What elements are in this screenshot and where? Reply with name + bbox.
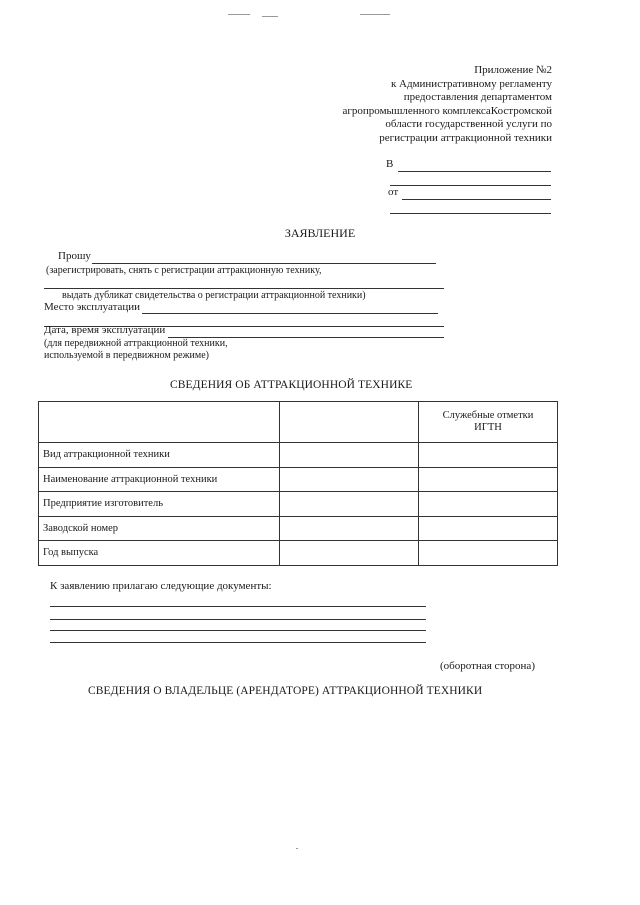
scan-artifact [360,14,390,15]
row-label: Год выпуска [39,541,280,566]
row-label: Заводской номер [39,516,280,541]
request-hint: (зарегистрировать, снять с регистрации аттракционную технику, [46,265,322,276]
place-field-line[interactable] [142,313,438,314]
scan-artifact [228,14,250,15]
attachment-line[interactable] [50,642,426,643]
header-line: Приложение №2 [474,64,552,76]
service-cell[interactable] [419,541,558,566]
value-cell[interactable] [280,443,419,468]
table-cell [280,402,419,443]
header-line: агропромышленного комплексаКостромской [342,104,552,117]
section-heading-owner: СВЕДЕНИЯ О ВЛАДЕЛЬЦЕ (АРЕНДАТОРЕ) АТТРАКЦИОННОЙ ТЕХНИКИ [88,685,483,697]
appendix-header [343,64,552,145]
from-field-line[interactable] [402,199,551,200]
table-row [39,492,558,517]
datetime-hint-2: используемой в передвижном режиме) [44,350,209,361]
request-field-line-2[interactable] [44,288,444,289]
to-field-line[interactable] [398,171,551,172]
from-label: от [388,186,399,198]
header-line: к Административному регламенту [390,77,552,90]
service-cell[interactable] [419,467,558,492]
service-cell[interactable] [419,492,558,517]
row-label: Предприятие изготовитель [39,492,280,517]
service-cell[interactable] [419,516,558,541]
to-field-line-2[interactable] [390,185,551,186]
datetime-hint-1: (для передвижной аттракционной техники, [44,338,228,349]
table-row [39,443,558,468]
value-cell[interactable] [280,492,419,517]
value-cell[interactable] [280,516,419,541]
table-header-row [39,402,558,443]
header-line: регистрации аттракционной техники [379,131,552,144]
datetime-label: Дата, время эксплуатации [44,324,166,336]
value-cell[interactable] [280,541,419,566]
service-cell[interactable] [419,443,558,468]
request-label: Прошу [58,250,91,262]
place-label: Место эксплуатации [44,301,141,313]
table-row [39,467,558,492]
reverse-side-note: (оборотная сторона) [440,660,535,672]
table-cell [39,402,280,443]
attachment-line[interactable] [50,619,426,620]
request-hint-2: выдать дубликат свидетельства о регистрации аттракционной техники) [62,290,366,301]
from-field-line-2[interactable] [390,213,551,214]
scan-artifact [296,848,298,849]
equipment-table [38,401,558,566]
attachments-label: К заявлению прилагаю следующие документы: [50,580,272,592]
service-marks-line-2: ИГТН [474,422,502,433]
value-cell[interactable] [280,467,419,492]
attachment-line[interactable] [50,606,426,607]
row-label: Вид аттракционной техники [39,443,280,468]
section-heading-equipment: СВЕДЕНИЯ ОБ АТТРАКЦИОННОЙ ТЕХНИКЕ [170,379,413,391]
service-marks-line-1: Служебные отметки [442,410,534,421]
row-label: Наименование аттракционной техники [39,467,280,492]
table-row [39,541,558,566]
table-row [39,516,558,541]
request-field-line[interactable] [92,263,436,264]
scan-artifact [262,16,278,17]
header-line: предоставления департаментом [403,91,552,103]
document-title: ЗАЯВЛЕНИЕ [284,226,356,240]
to-label: В [386,158,394,170]
header-line: области государственной услуги по [385,118,552,130]
attachment-line[interactable] [50,630,426,631]
service-marks-header [419,402,558,443]
